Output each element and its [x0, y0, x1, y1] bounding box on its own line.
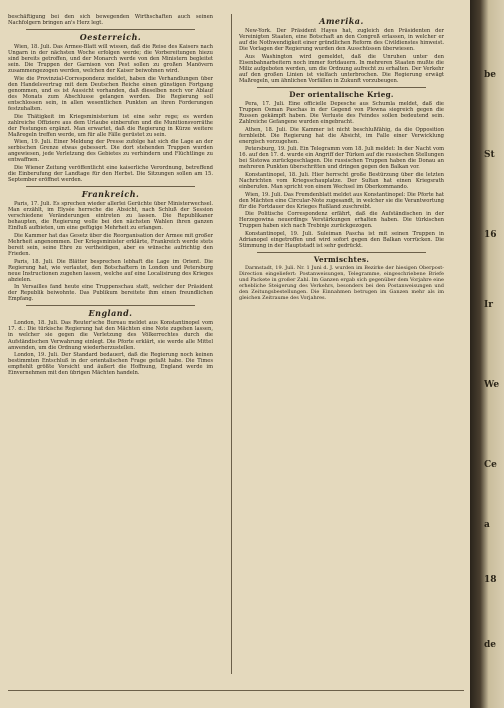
edge-fragment: 18	[484, 575, 497, 585]
article-paragraph: Konstantinopel, 19. Juli. Suleiman Pascha ist mit seinen Truppen in Adrianopel eingetroffen und wird sofort gegen den Balkan vorrücken. Die Stimmung in der Hauptstadt ist sehr gedrückt.	[239, 230, 444, 249]
edge-fragment: We	[484, 380, 500, 390]
section-heading-amerika: Amerika.	[319, 16, 364, 26]
article-paragraph: London, 19. Juli. Der Standard bedauert, daß die Regierung noch keinen bestimmten Entschluß in der orientalischen Frage gefaßt habe. Die Times empfiehlt größte Vorsicht und äußert die Hoffnung, England werde im Einvernehmen mit den übrigen Mächten handeln.	[8, 352, 213, 377]
article-paragraph: Die Politische Correspondenz erfährt, daß die Aufständischen in der Herzegowina neuerdings Verstärkungen erhalten haben. Die türkischen Truppen haben sich nach Trebinje zurückgezogen.	[239, 211, 444, 230]
section-heading-frankreich: Frankreich.	[81, 189, 140, 200]
edge-fragment: de	[484, 640, 497, 650]
article-paragraph: Wien, 19. Juli. Einer Meldung der Presse zufolge hat sich die Lage an der serbischen Grenze etwas gebessert. Die dort stehenden Truppen wurden angewiesen, jede Verletzung des Gebietes zu verhindern und Flüchtlinge zu entwaffnen.	[8, 139, 213, 164]
article-paragraph: Petersburg, 19. Juli. Ein Telegramm vom 18. Juli meldet: In der Nacht vom 16. auf den 17. d. wurde ein Angriff der Türken auf die russischen Stellungen bei Sistowa zurückgeschlagen. Die russischen Truppen haben die Donau an mehreren Punkten überschritten und dringen gegen den Balkan vor.	[239, 146, 444, 171]
article-paragraph: Konstantinopel, 18. Juli. Hier herrscht große Bestürzung über die letzten Nachrichten vom Kriegsschauplatze. Der Sultan hat einen Kriegsrath einberufen. Man spricht von einem Wechsel im Oberkommando.	[239, 171, 444, 191]
article-paragraph: Die Thätigkeit im Kriegsministerium ist eine sehr rege; es werden zahlreiche Offiziere aus dem Urlaube einberufen und die Munitionsvorräthe der Festungen ergänzt. Man erwartet, daß die Regierung in Kürze weitere Maßregeln treffen werde, um für alle Fälle gerüstet zu sein.	[8, 113, 213, 138]
right-column	[239, 14, 444, 303]
section-heading-vermischtes: Vermischtes.	[313, 255, 370, 264]
left-column	[8, 14, 213, 378]
section-divider	[26, 29, 195, 30]
article-paragraph: London, 18. Juli. Das Reuter'sche Bureau meldet aus Konstantinopel vom 17. d.: Die türkische Regierung hat den Mächten eine Note zugehen lassen, in welcher sie gegen die Verletzung des Völkerrechtes durch die Aufständischen Verwahrung einlegt. Die Pforte erklärt, sie werde alle Mittel anwenden, um die Ordnung wiederherzustellen.	[8, 320, 213, 351]
edge-fragment: be	[484, 70, 497, 80]
article-paragraph: Paris, 18. Juli. Die Blätter besprechen lebhaft die Lage im Orient. Die Regierung hat, wie verlautet, den Botschaftern in London und Petersburg neue Instructionen zugehen lassen, welche auf eine Localisirung des Krieges abzielen.	[8, 258, 213, 283]
article-paragraph: Die Wiener Zeitung veröffentlicht eine kaiserliche Verordnung, betreffend die Einberufung der Landtage für den Herbst. Die Sitzungen sollen am 15. September eröffnet werden.	[8, 164, 213, 184]
section-heading-oesterreich: Oesterreich.	[79, 32, 142, 43]
section-divider	[26, 186, 195, 187]
edge-fragment: Ce	[484, 460, 497, 470]
section-heading-orient-krieg: Der orientalische Krieg.	[289, 89, 394, 99]
article-paragraph: Wie die Provinzial-Correspondenz meldet, haben die Verhandlungen über den Handelsvertrag mit dem Deutschen Reiche einen günstigen Fortgang genommen, und es ist Aussicht vorhanden, daß dieselben noch vor Ablauf des Monats zum Abschlusse gelangen werden. Die Regierung soll entschlossen sein, in allen wesentlichen Punkten an ihren Forderungen festzuhalten.	[8, 75, 213, 113]
article-paragraph: Wien, 18. Juli. Das Armee-Blatt will wissen, daß die Reise des Kaisers nach Ungarn in der nächsten Woche erfolgen werde; die Vorbereitungen hiezu sind bereits getroffen, und der Monarch werde von den Ministern begleitet sein. Die Truppen der Garnison von Pest sollen zu großen Manövern zusammengezogen werden, welchen der Kaiser beiwohnen wird.	[8, 44, 213, 75]
adjacent-page-edge	[470, 0, 504, 708]
section-divider	[257, 252, 426, 253]
bottom-rule	[8, 690, 464, 691]
section-divider	[257, 87, 426, 88]
section-heading-england: England.	[88, 308, 133, 319]
article-paragraph: Pera, 17. Juli. Eine officielle Depesche aus Schumla meldet, daß die Truppen Osman Paschas in der Gegend von Plewna siegreich gegen die Russen gekämpft haben. Die Verluste des Feindes sollen bedeutend sein. Zahlreiche Gefangene wurden eingebracht.	[239, 100, 444, 126]
article-paragraph: Athen, 18. Juli. Die Kammer ist nicht beschlußfähig, da die Opposition fernbleibt. Die Regierung hat die Absicht, im Falle einer Verwicklung energisch vorzugehen.	[239, 126, 444, 145]
notice-paragraph: Darmstadt, 19. Juli. Nr. 1 Juni d. J. wurden im Bezirke der hiesigen Oberpost-Direction eingeliefert: Postanweisungen, Telegramme, eingeschriebene Briefe und Packete in großer Zahl. Im Ganzen ergab sich gegenüber dem Vorjahre eine erhebliche Steigerung des Verkehrs, besonders bei den Postanweisungen und den Zeitungsbestellungen. Die Einnahmen betrugen im Ganzen mehr als im gleichen Zeitraume des Vorjahres.	[239, 265, 444, 301]
edge-fragment: Ir	[484, 300, 493, 310]
edge-fragment: 16	[484, 230, 497, 240]
section-divider	[26, 305, 195, 306]
column-rule	[231, 14, 232, 674]
article-paragraph: New-York. Der Präsident Hayes hat, zugleich den Präsidenten der Vereinigten Staaten, eine Botschaft an den Congreß erlassen, in welcher er auf die Nothwendigkeit einer gründlichen Reform des Civildienstes hinweist. Die Vorlagen der Regierung wurden den Ausschüssen überwiesen.	[239, 28, 444, 53]
edge-fragment: a	[484, 520, 490, 530]
edge-fragment: St	[484, 150, 495, 160]
intro-paragraph: beschäftigung bei den sich bewegenden Wirthschaften auch seinen Nachfolgern bringen an's Herz legt.	[8, 14, 213, 27]
article-paragraph: Die Kammer hat das Gesetz über die Reorganisation der Armee mit großer Mehrheit angenommen. Der Kriegsminister erklärte, Frankreich werde stets bereit sein, seine Ehre zu vertheidigen, aber es wünsche aufrichtig den Frieden.	[8, 232, 213, 257]
article-paragraph: Paris, 17. Juli. Es sprechen wieder allerlei Gerüchte über Ministerwechsel. Man erzählt, im Elysée herrsche die Absicht, nach Schluß der Session verschiedene Veränderungen eintreten zu lassen. Die Republikaner behaupten, die Regierung wolle bei den nächsten Wahlen ihren ganzen Einfluß aufbieten, um eine gefügige Mehrheit zu erlangen.	[8, 201, 213, 232]
article-paragraph: In Versailles fand heute eine Truppenschau statt, welcher der Präsident der Republik beiwohnte. Das Publikum bereitete ihm einen freundlichen Empfang.	[8, 284, 213, 303]
article-paragraph: Aus Washington wird gemeldet, daß die Unruhen unter den Eisenbahnarbeitern noch immer fortdauern. In mehreren Staaten mußte die Miliz aufgeboten werden, um die Ordnung aufrecht zu erhalten. Der Verkehr auf den großen Linien ist vielfach unterbrochen. Die Regierung erwägt Maßregeln, um ähnlichen Vorfällen in Zukunft vorzubeugen.	[239, 53, 444, 84]
article-paragraph: Wien, 19. Juli. Das Fremdenblatt meldet aus Konstantinopel: Die Pforte hat den Mächten eine Circular-Note zugesandt, in welcher sie die Verantwortung für die Fortdauer des Krieges Rußland zuschreibt.	[239, 191, 444, 210]
